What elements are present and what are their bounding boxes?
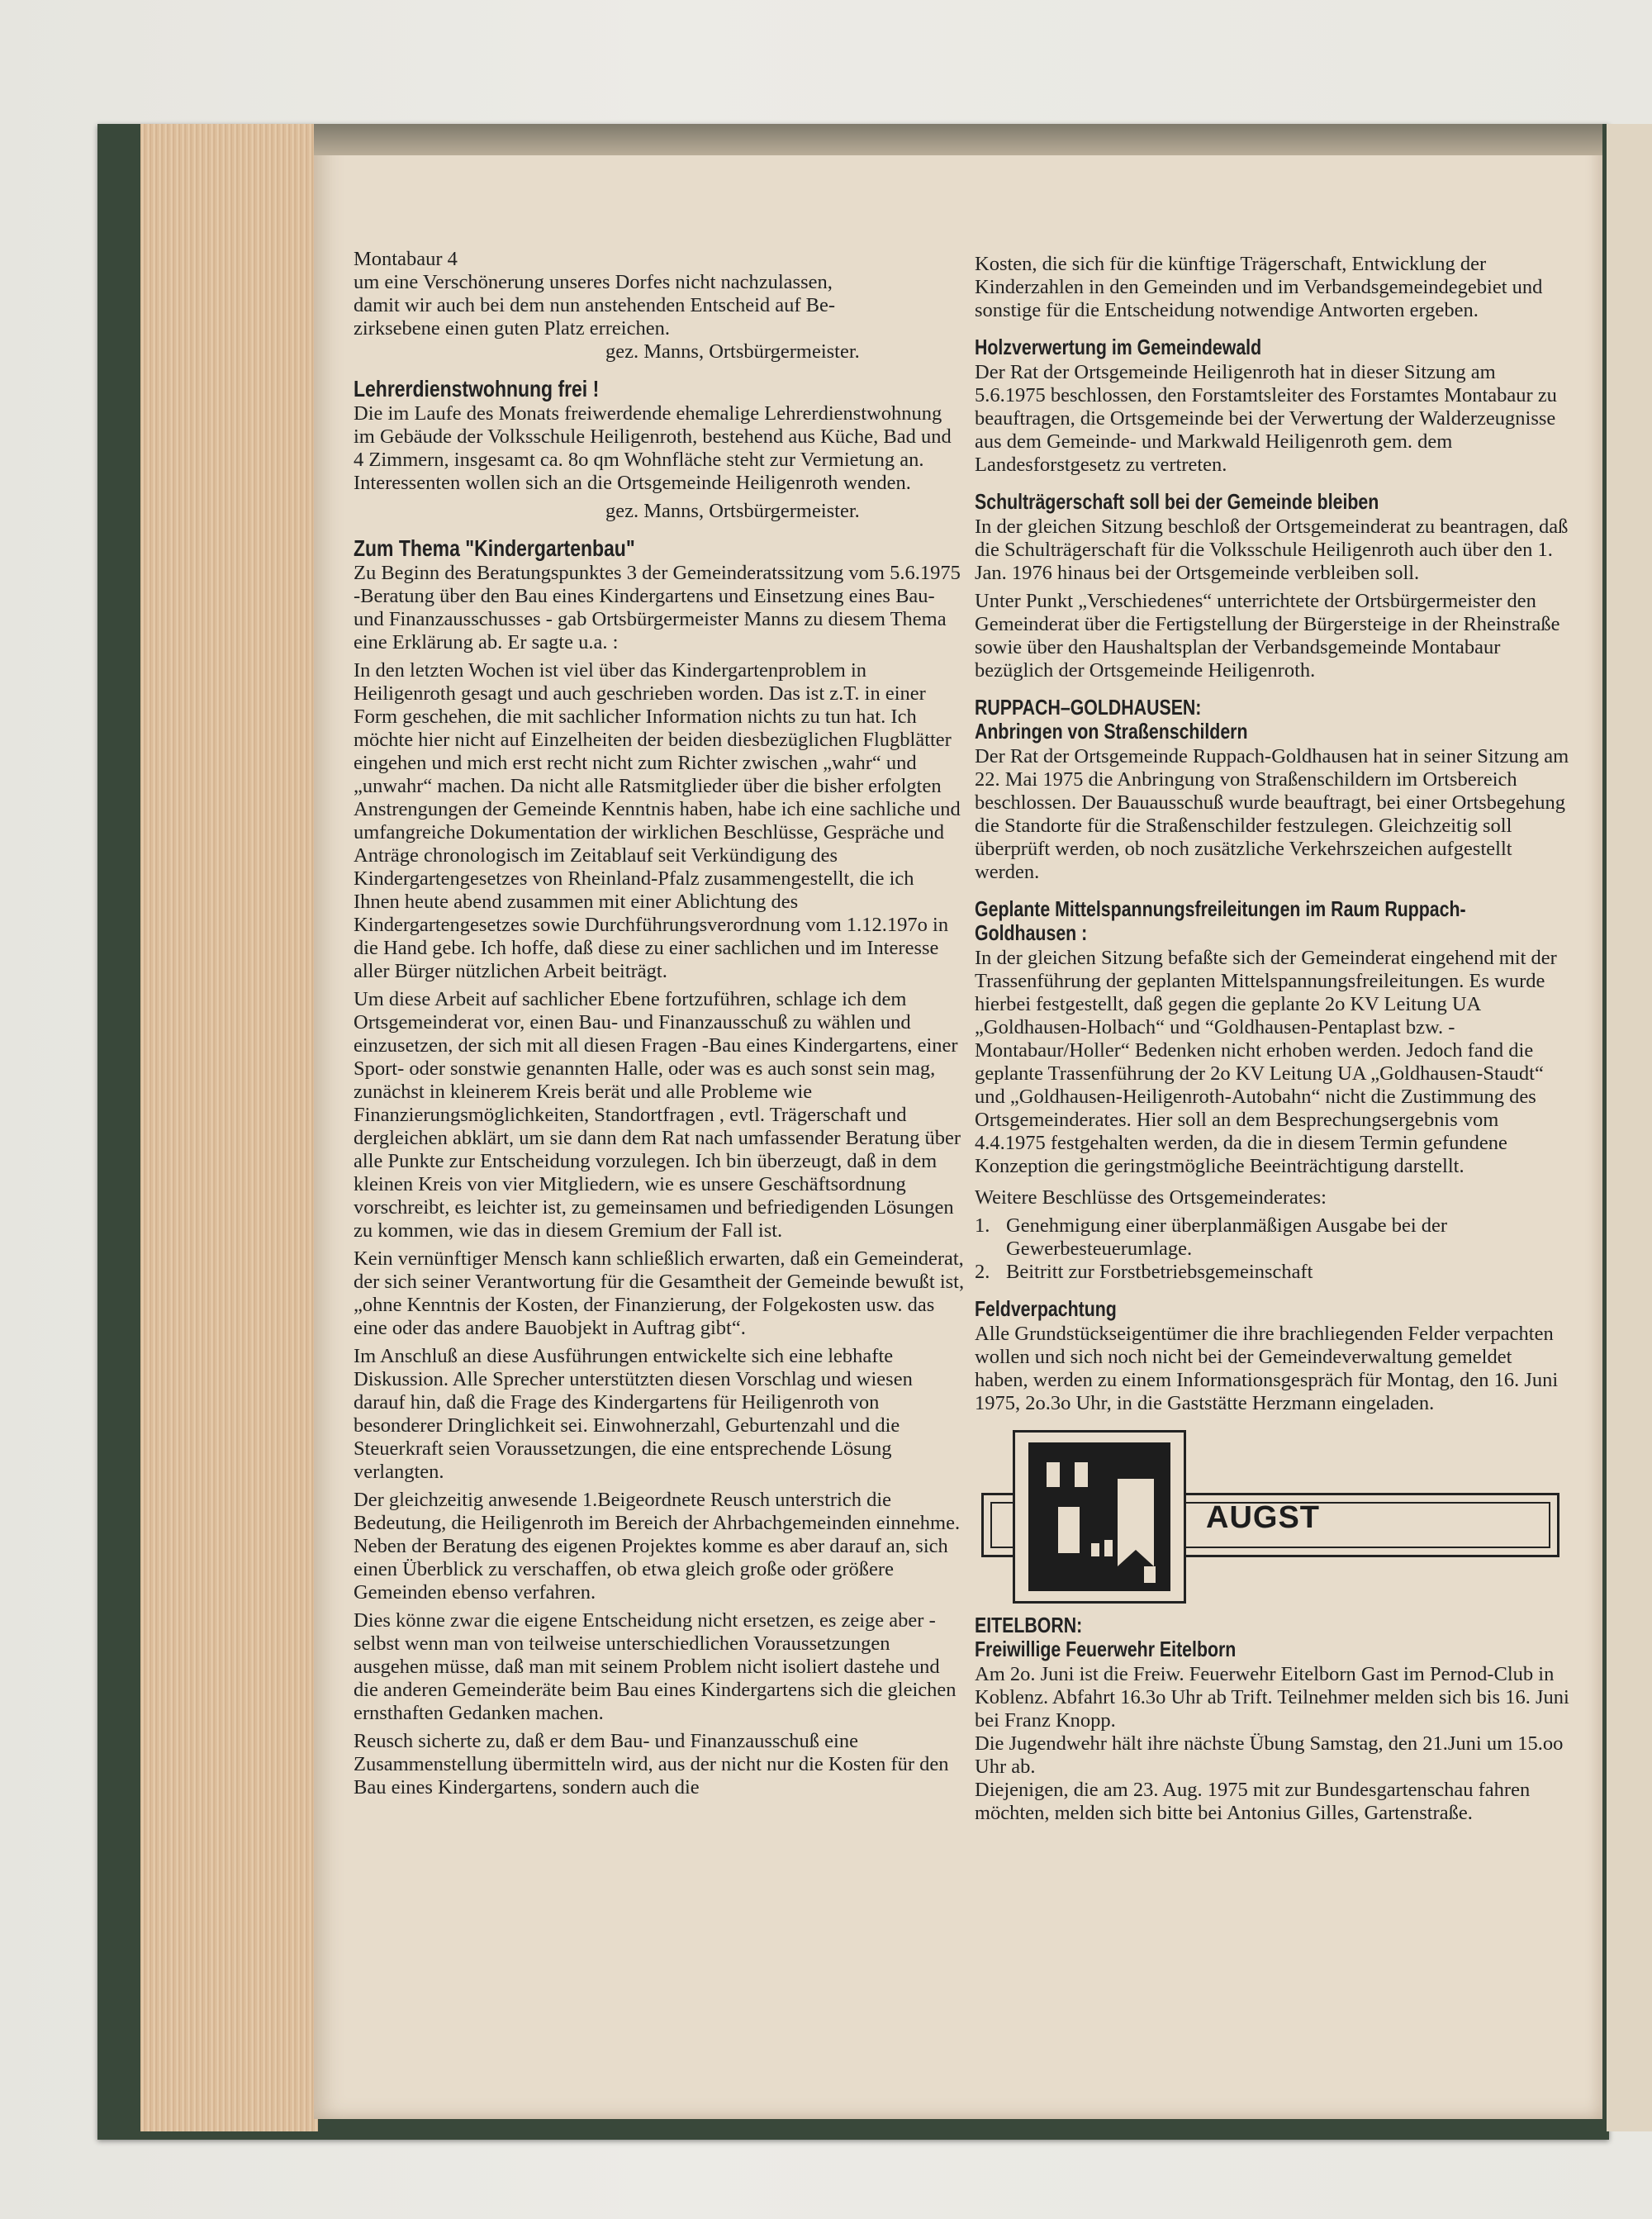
article-paragraph: Kein vernünftiger Mensch kann schließlich erwarten, daß ein Gemeinderat, der sich seiner Verantwortung für die Gesamtheit der Gemeinde bewußt ist, „ohne Kenntnis der Kosten, der Finanzierung, der Folgekosten usw. das eine oder das andere Bauobjekt in Auftrag gibt“. [354,1247,965,1339]
intro-line: zirksebene einen guten Platz erreichen. [354,317,670,340]
list-text: Beitritt zur Forstbetriebsgemeinschaft [1006,1261,1313,1283]
page-top-shadow [314,124,1602,155]
article-paragraph: Zu Beginn des Beratungspunktes 3 der Gemeinderatssitzung vom 5.6.1975 -Beratung über den Bau eines Kindergartens und Einsetzung eines Bau- und Finanzausschusses - gab Ortsbürgermeister Manns zu diesem Thema eine Erklärung ab. Er sagte u.a. : [354,562,961,653]
list-number: 1. [975,1214,990,1237]
castle-icon [1028,1442,1170,1591]
headline-feuerwehr: Freiwillige Feuerwehr Eitelborn [975,1637,1237,1661]
intro-text [354,248,965,363]
article-paragraph: Am 2o. Juni ist die Freiw. Feuerwehr Eitelborn Gast im Pernod-Club in Koblenz. Abfahrt 16.3o Uhr ab Trift. Teilnehmer melden sich bis 16. Juni bei Franz Knopp. [975,1663,1569,1732]
article-paragraph: Die Jugendwehr hält ihre nächste Übung Samstag, den 21.Juni um 15.oo Uhr ab. [975,1732,1564,1778]
article-paragraph: In der gleichen Sitzung beschloß der Ortsgemeinderat zu beantragen, daß die Schulträgerschaft für die Volksschule Heiligenroth auch über den 1. Jan. 1976 hinaus bei der Ortsgemeinde verbleiben soll. [975,516,1569,584]
intro-line: um eine Verschönerung unseres Dorfes nicht nachzulassen, [354,271,833,293]
intro-line: Montabaur 4 [354,248,458,270]
town-heading-ruppach: RUPPACH–GOLDHAUSEN: [975,695,1202,720]
article-paragraph: Unter Punkt „Verschiedenes“ unterrichtete der Ortsbürgermeister den Gemeinderat über die Fertigstellung der Bürgersteige in der Rheinstraße sowie über den Haushaltsplan der Verbandsgemeinde Montabaur bezüglich der Ortsgemeinde Heiligenroth. [975,590,1560,682]
list-intro: Weitere Beschlüsse des Ortsgemeinderates: [975,1186,1327,1209]
signature: gez. Manns, Ortsbürgermeister. [605,340,860,363]
article-body: Der Rat der Ortsgemeinde Heiligenroth hat in dieser Sitzung am 5.6.1975 beschlossen, den Forstamtsleiter des Forstamtes Montabaur zu beauftragen, die Ortsgemeinde bei der Verwertung der Walderzeugnisse aus dem Gemeinde- und Markwald Heiligenroth gem. dem Landesforstgesetz zu vertreten. [975,361,1557,476]
town-heading-eitelborn: EITELBORN: [975,1613,1083,1637]
headline-strassenschilder: Anbringen von Straßenschildern [975,719,1248,744]
list-number: 2. [975,1261,990,1283]
headline-mittelspannung-cont: Goldhausen : [975,920,1088,945]
article-paragraph: Um diese Arbeit auf sachlicher Ebene fortzuführen, schlage ich dem Ortsgemeinderat vor, einen Bau- und Finanzausschuß zu wählen und einzusetzen, der sich mit all diesen Fragen -Bau eines Kindergartens, einer Sport- oder sonstwie genannten Halle, oder was es auch sonst sein mag, zunächst in kleinerem Kreis berät und alle Probleme wie Finanzierungsmöglichkeiten, Standortfragen , evtl. Trägerschaft und dergleichen abklärt, um sie dann dem Rat nach umfassender Beratung über alle Punkte zur Entscheidung vorzulegen. Ich bin überzeugt, daß in dem kleinen Kreis von vier Mitgliedern, wie es unsere Geschäftsordnung vorschreibt, es leichter ist, zu gemeinsamen und befriedigenden Lösungen zu kommen, wie das in diesem Gremium der Fall ist. [354,988,961,1242]
article-paragraph: Im Anschluß an diese Ausführungen entwickelte sich eine lebhafte Diskussion. Alle Sprecher unterstützten diesen Vorschlag und wiesen darauf hin, daß die Frage des Kindergartens für Heiligenroth von besonderer Dringlichkeit sei. Einwohnerzahl, Geburtenzahl und die Steuerkraft seien Voraussetzungen, die eine entsprechende Lösung verlangten. [354,1345,913,1483]
ad-name: AUGST [1206,1500,1320,1535]
headline-schultraegerschaft: Schulträgerschaft soll bei der Gemeinde bleiben [975,489,1379,514]
article-body: Die im Laufe des Monats freiwerdende ehemalige Lehrerdienstwohnung im Gebäude der Volksschule Heiligenroth, bestehend aus Küche, Bad und 4 Zimmern, insgesamt ca. 8o qm Wohnfläche steht zur Vermietung an. Interessenten wollen sich an die Ortsgemeinde Heiligenroth wenden. [354,402,952,494]
article-paragraph: In den letzten Wochen ist viel über das Kindergartenproblem in Heiligenroth gesagt und auch geschrieben worden. Das ist z.T. in einer Form geschehen, die mit sachlicher Information nichts zu tun hat. Ich möchte hier nicht auf Einzelheiten der beiden diesbezüglichen Flugblätter eingehen und mich erst recht nicht zum Richter zwischen „wahr“ und „unwahr“ machen. Da nicht alle Ratsmitglieder über die bisher erfolgten Anstrengungen der Gemeinde Kenntnis haben, habe ich eine sachliche und umfangreiche Dokumentation der wirklichen Beschlüsse, Gespräche und Anträge chronologisch im Zeitablauf seit Verkündigung des Kindergartengesetzes von Rheinland-Pfalz zusammengestellt, die ich Ihnen heute abend zusammen mit einer Ablichtung des Kindergartengesetzes sowie Durchführungsverordnung vom 1.12.197o in die Hand gebe. Ich hoffe, daß diese zu einer sachlichen und im Interesse aller Bürger nützlichen Arbeit beiträgt. [354,659,961,982]
headline-kindergartenbau: Zum Thema "Kindergartenbau" [354,535,635,561]
intro-line: damit wir auch bei dem nun anstehenden Entscheid auf Be- [354,294,836,316]
next-page-edge [1604,124,1652,2131]
article-body: Der Rat der Ortsgemeinde Ruppach-Goldhausen hat in seiner Sitzung am 22. Mai 1975 die Anbringung von Straßenschildern im Ortsbereich beschlossen. Der Bauausschuß wurde beauftragt, bei einer Ortsbegehung die Standorte für die Straßenschilder festzulegen. Gleichzeitig soll überprüft werden, ob noch zusätzliche Verkehrszeichen aufgestellt werden. [975,745,1569,883]
castle-logo-svg [1028,1442,1170,1591]
article-paragraph: Dies könne zwar die eigene Entscheidung nicht ersetzen, es zeige aber - selbst wenn man von teilweise unterschiedlichen Voraussetzungen ausgehen müsse, daß man mit seinem Problem nicht isoliert dastehe und die anderen Gemeinderäte beim Bau eines Kindergartens sich die gleichen ernsthaften Gedanken machen. [354,1609,957,1724]
headline-mittelspannung: Geplante Mittelspannungsfreileitungen im Raum Ruppach- [975,896,1466,921]
ad-logo-frame [1013,1430,1186,1604]
right-column [975,253,1569,1830]
article-paragraph: Reusch sicherte zu, daß er dem Bau- und Finanzausschuß eine Zusammenstellung übermitteln wird, aus der nicht nur die Kosten für den Bau eines Kindergartens, sondern auch die [354,1730,949,1798]
article-body: In der gleichen Sitzung befaßte sich der Gemeinderat eingehend mit der Trassenführung der geplanten Mittelspannungsfreileitungen. Es wurde hierbei festgestellt, daß gegen die geplante 2o KV Leitung UA „Goldhausen-Holbach“ und “Goldhausen-Pentaplast bzw. - Montabaur/Holler“ Bedenken nicht erhoben werden. Jedoch fand die geplante Trassenführung der 2o KV Leitung UA „Goldhausen-Staudt“ und „Goldhausen-Heiligenroth-Autobahn“ nicht die Zustimmung des Ortsgemeinderates. Hier soll an dem Besprechungsergebnis vom 4.4.1975 festgehalten werden, da die in diesem Termin gefundene Konzeption die geringstmögliche Beeinträchtigung darstellt. [975,947,1557,1177]
page-edges [140,124,318,2131]
article-body: Alle Grundstückseigentümer die ihre brachliegenden Felder verpachten wollen und sich noch nicht bei der Gemeindeverwaltung gemeldet haben, werden zu einem Informationsgespräch für Montag, den 16. Juni 1975, 2o.3o Uhr, in die Gaststätte Herzmann eingeladen. [975,1323,1559,1414]
resolutions-list [975,1214,1569,1284]
signature: gez. Manns, Ortsbürgermeister. [605,500,860,522]
left-column [354,248,965,1804]
advertisement-augst [981,1430,1559,1605]
article-paragraph: Diejenigen, die am 23. Aug. 1975 mit zur Bundesgartenschau fahren möchten, melden sich bitte bei Antonius Gilles, Gartenstraße. [975,1779,1531,1824]
article-body: Kosten, die sich für die künftige Trägerschaft, Entwicklung der Kinderzahlen in den Gemeinden und im Verbandsgemeindegebiet und sonstige für die Entscheidung notwendige Antworten ergeben. [975,253,1543,321]
list-item [975,1214,1569,1261]
article-paragraph: Der gleichzeitig anwesende 1.Beigeordnete Reusch unterstrich die Bedeutung, die Heiligenroth im Bereich der Ahrbachgemeinden einnehme. Neben der Beratung des eigenen Projektes komme es aber darauf an, sich einen Überblick zu verschaffen, ob etwa gleich große oder größere Gemeinden ebenso verfahren. [354,1489,961,1604]
list-item [975,1261,1569,1284]
list-text: Genehmigung einer überplanmäßigen Ausgabe bei der Gewerbesteuerumlage. [1006,1214,1448,1260]
headline-holzverwertung: Holzverwertung im Gemeindewald [975,335,1262,359]
headline-feldverpachtung: Feldverpachtung [975,1296,1117,1321]
headline-lehrerdienstwohnung: Lehrerdienstwohnung frei ! [354,376,600,402]
